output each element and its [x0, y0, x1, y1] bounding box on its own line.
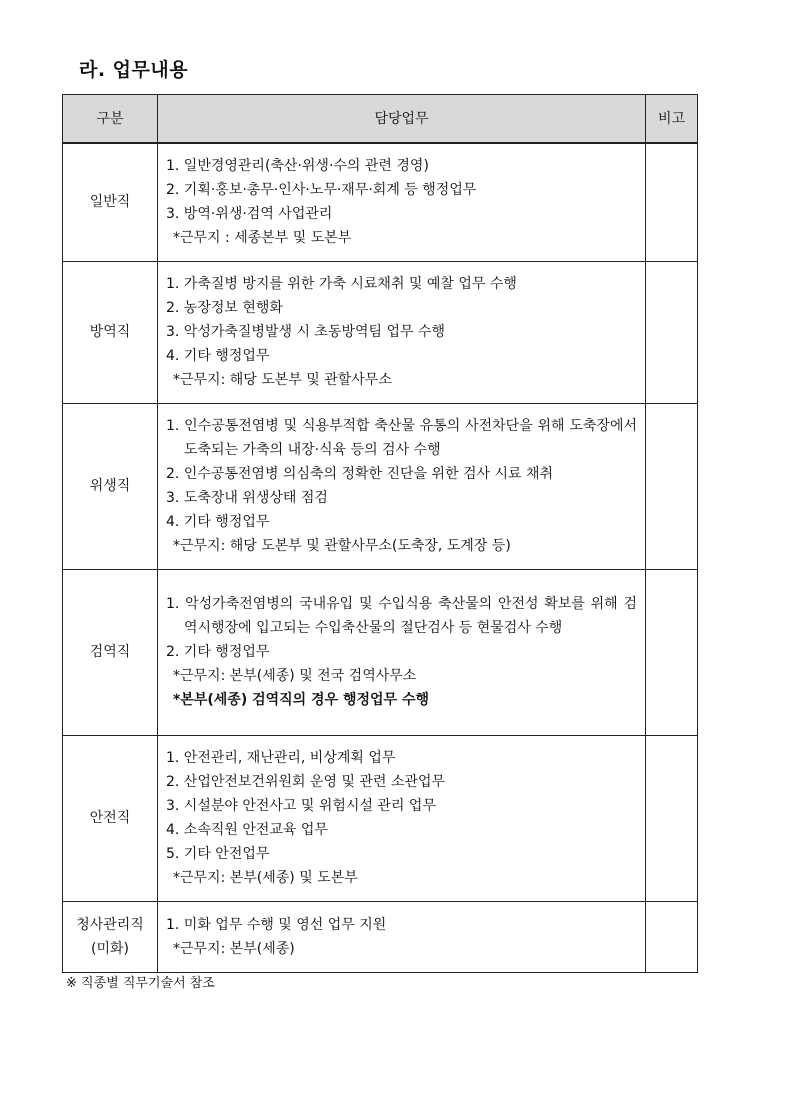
category-cell: 안전직	[63, 735, 158, 901]
duty-item: 2. 기타 행정업무	[166, 644, 270, 660]
duty-item: 3. 방역·위생·검역 사업관리	[166, 206, 333, 223]
category-cell: 방역직	[63, 261, 158, 403]
duty-item: 1. 일반경영관리(축산·위생·수의 관련 경영)	[166, 158, 429, 175]
note-cell	[646, 143, 698, 261]
footnote: ※ 직종별 직무기술서 참조	[66, 976, 215, 991]
table-header-row	[63, 95, 698, 144]
duties-cell	[158, 261, 646, 403]
duty-item: 4. 기타 행정업무	[166, 514, 270, 530]
work-location: *근무지: 본부(세종) 및 도본부	[173, 870, 358, 886]
duty-item: 1. 안전관리, 재난관리, 비상계획 업무	[166, 750, 396, 766]
work-location: *근무지 : 세종본부 및 도본부	[173, 230, 352, 247]
note-cell	[646, 403, 698, 569]
table-row	[63, 569, 698, 735]
duty-table	[62, 94, 698, 973]
category-sublabel: (미화)	[91, 940, 129, 957]
duty-item: 2. 기획·홍보·총무·인사·노무·재무·회계 등 행정업무	[166, 182, 477, 199]
section-heading: 라. 업무내용	[79, 59, 189, 81]
duty-item: 1. 인수공통전염병 및 식용부적합 축산물 유통의 사전차단을 위해 도축장에서 도축되는 가축의 내장·식육 등의 검사 수행	[166, 418, 637, 458]
work-location: *근무지: 해당 도본부 및 관할사무소	[173, 372, 392, 388]
duties-cell	[158, 901, 646, 972]
category-cell	[63, 901, 158, 972]
duties-cell	[158, 143, 646, 261]
duty-item: 3. 도축장내 위생상태 점검	[166, 490, 328, 506]
duty-item: 2. 인수공통전염병 의심축의 정확한 진단을 위한 검사 시료 채취	[166, 466, 554, 482]
table-row	[63, 261, 698, 403]
duty-item: 4. 소속직원 안전교육 업무	[166, 822, 328, 838]
duty-item: 2. 산업안전보건위원회 운영 및 관련 소관업무	[166, 774, 446, 790]
emphasis-note: *본부(세종) 검역직의 경우 행정업무 수행	[173, 692, 429, 708]
duties-cell	[158, 403, 646, 569]
header-duties: 담당업무	[158, 95, 646, 144]
duty-item: 3. 시설분야 안전사고 및 위험시설 관리 업무	[166, 798, 436, 814]
duty-item: 4. 기타 행정업무	[166, 348, 270, 364]
table-row	[63, 901, 698, 972]
header-category: 구분	[63, 95, 158, 144]
header-note: 비고	[646, 95, 698, 144]
duty-item: 5. 기타 안전업무	[166, 846, 270, 862]
duty-item: 1. 미화 업무 수행 및 영선 업무 지원	[166, 916, 387, 933]
table-row	[63, 143, 698, 261]
category-cell: 검역직	[63, 569, 158, 735]
duties-cell	[158, 735, 646, 901]
work-location: *근무지: 본부(세종)	[173, 940, 295, 957]
note-cell	[646, 569, 698, 735]
note-cell	[646, 261, 698, 403]
duties-cell	[158, 569, 646, 735]
note-cell	[646, 735, 698, 901]
category-cell: 일반직	[63, 143, 158, 261]
duty-item: 1. 가축질병 방지를 위한 가축 시료채취 및 예찰 업무 수행	[166, 276, 517, 292]
duty-item: 1. 악성가축전염병의 국내유입 및 수입식용 축산물의 안전성 확보를 위해 검역시행장에 입고되는 수입축산물의 절단검사 등 현물검사 수행	[166, 596, 637, 636]
category-cell: 위생직	[63, 403, 158, 569]
work-location: *근무지: 해당 도본부 및 관할사무소(도축장, 도계장 등)	[173, 538, 511, 554]
table-row	[63, 735, 698, 901]
duty-item: 3. 악성가축질병발생 시 초동방역팀 업무 수행	[166, 324, 446, 340]
category-label: 청사관리직	[76, 916, 144, 933]
work-location: *근무지: 본부(세종) 및 전국 검역사무소	[173, 668, 417, 684]
duty-item: 2. 농장정보 현행화	[166, 300, 283, 316]
table-row	[63, 403, 698, 569]
note-cell	[646, 901, 698, 972]
